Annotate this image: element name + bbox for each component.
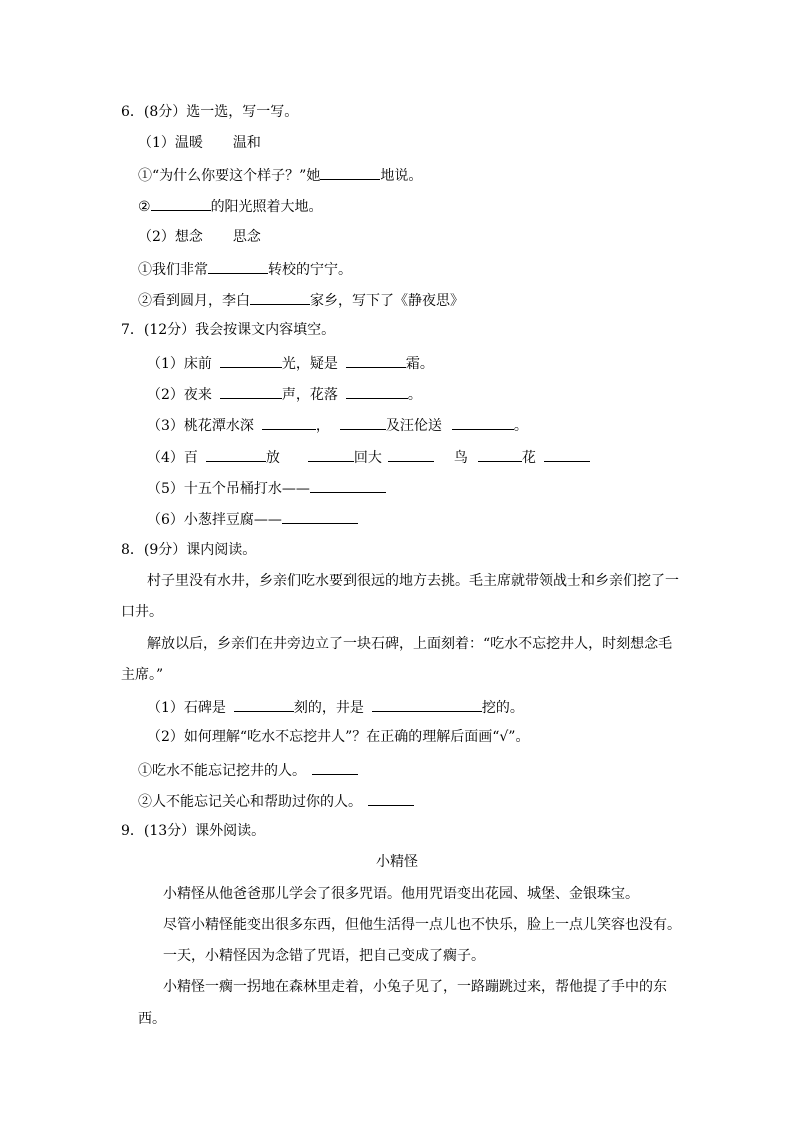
- q8-header: 8．(9分）课内阅读。: [121, 542, 257, 558]
- answer-blank[interactable]: [151, 195, 211, 211]
- q6-g2-item1: ①我们非常 转校的宁宁。: [138, 258, 352, 280]
- story-paragraph-2: 尽管小精怪能变出很多东西，但他生活得一点儿也不快乐，脸上一点儿笑容也没有。: [163, 917, 681, 933]
- answer-blank[interactable]: [282, 508, 358, 524]
- answer-blank[interactable]: [346, 383, 408, 399]
- story-paragraph-4-cont: 西。: [138, 1011, 166, 1027]
- q8-sub2: （2）如何理解“吃水不忘挖井人”？在正确的理解后面画“√”。: [147, 729, 530, 745]
- answer-blank[interactable]: [340, 414, 386, 430]
- answer-blank[interactable]: [220, 352, 282, 368]
- q6-group1-options: [138, 133, 261, 153]
- answer-blank[interactable]: [544, 446, 590, 462]
- answer-blank[interactable]: [312, 759, 358, 775]
- answer-blank[interactable]: [234, 696, 294, 712]
- answer-blank[interactable]: [346, 352, 406, 368]
- story-paragraph-3: 一天，小精怪因为念错了咒语，把自己变成了瘸子。: [163, 948, 485, 964]
- q6-g1-item1: ①“为什么你要这个样子？”她 地说。: [138, 164, 422, 186]
- answer-blank[interactable]: [262, 414, 316, 430]
- q7-line5: （5）十五个吊桶打水——: [147, 477, 386, 499]
- q8-passage-p2: 解放以后，乡亲们在井旁边立了一块石碑，上面刻着：“吃水不忘挖井人，时刻想念毛: [147, 636, 673, 652]
- answer-blank[interactable]: [208, 258, 268, 274]
- q9-header: 9．(13分）课外阅读。: [121, 823, 266, 839]
- q8-passage-p1: 村子里没有水井，乡亲们吃水要到很远的地方去挑。毛主席就带领战士和乡亲们挖了一: [147, 573, 679, 589]
- q6-option-wenhe: 温和: [232, 135, 261, 151]
- q8-sub1: （1）石碑是 刻的，井是 挖的。: [147, 696, 524, 718]
- q6-header: 6．(8分）选一选，写一写。: [121, 104, 299, 120]
- q8-passage-p2-cont: 主席。”: [121, 667, 164, 683]
- q7-line2: （2）夜来 声，花落 。: [147, 383, 422, 405]
- answer-blank[interactable]: [308, 446, 354, 462]
- q8-option2: ②人不能忘记关心和帮助过你的人。: [138, 790, 414, 812]
- answer-blank[interactable]: [368, 790, 414, 806]
- q6-option-wennuan: （1）温暖: [138, 135, 203, 151]
- answer-blank[interactable]: [320, 164, 380, 180]
- answer-blank[interactable]: [452, 414, 514, 430]
- story-title: 小精怪: [376, 854, 418, 870]
- story-paragraph-1: 小精怪从他爸爸那儿学会了很多咒语。他用咒语变出花园、城堡、金银珠宝。: [163, 886, 639, 902]
- q8-option1: ①吃水不能忘记挖井的人。: [138, 759, 358, 781]
- q7-line6: （6）小葱拌豆腐——: [147, 508, 358, 530]
- q6-g1-item2: ② 的阳光照着大地。: [138, 195, 323, 217]
- q6-group2-options: [138, 227, 261, 247]
- answer-blank[interactable]: [206, 446, 266, 462]
- answer-blank[interactable]: [478, 446, 522, 462]
- q6-g2-item2: ②看到圆月，李白 家乡，写下了《静夜思》: [138, 289, 464, 311]
- q7-line3: （3）桃花潭水深 ， 及汪伦送 。: [147, 414, 528, 436]
- answer-blank[interactable]: [250, 289, 310, 305]
- q8-passage-p1-cont: 口井。: [121, 604, 163, 620]
- q6-option-xiangnian: （2）想念: [138, 229, 203, 245]
- answer-blank[interactable]: [220, 383, 282, 399]
- q6-option-sinian: 思念: [232, 229, 261, 245]
- answer-blank[interactable]: [372, 696, 482, 712]
- q7-header: 7．(12分）我会按课文内容填空。: [121, 322, 336, 338]
- story-paragraph-4: 小精怪一瘸一拐地在森林里走着，小兔子见了，一路蹦跳过来，帮他提了手中的东: [163, 979, 667, 995]
- q7-line1: （1）床前 光，疑是 霜。: [147, 352, 434, 374]
- q7-line4: （4）百 放 回大 鸟 花: [147, 446, 590, 468]
- answer-blank[interactable]: [388, 446, 434, 462]
- answer-blank[interactable]: [310, 477, 386, 493]
